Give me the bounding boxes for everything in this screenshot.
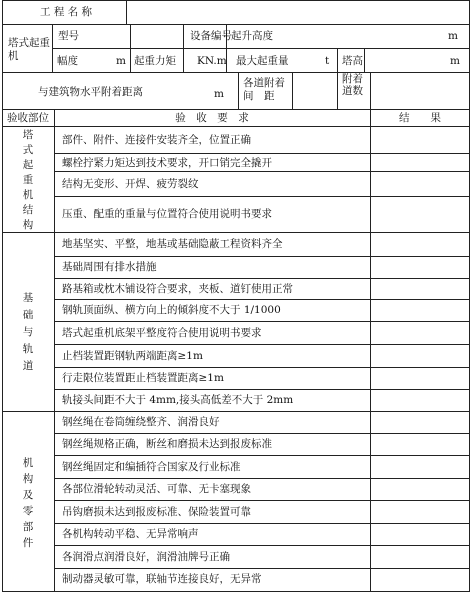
attach-count-label: 附着道数 — [342, 73, 363, 97]
lift-height-unit: m — [448, 30, 458, 42]
building-distance-unit: m — [214, 88, 224, 100]
list-item: 地基坚实、平整，地基或基础隐蔽工程资料齐全 — [62, 238, 283, 250]
section-name-foundation: 基础与轨道 — [22, 292, 34, 372]
model-label: 型号 — [58, 30, 79, 42]
section-name-mechanism: 机构及零部件 — [22, 457, 34, 549]
list-item: 各部位滑轮转动灵活、可靠、无卡塞现象 — [62, 483, 251, 495]
list-item: 各润滑点润滑良好，润滑油牌号正确 — [62, 551, 230, 563]
list-item: 基础周围有排水措施 — [62, 261, 157, 273]
amplitude-unit: m — [116, 55, 126, 67]
list-item: 压重、配重的重量与位置符合使用说明书要求 — [62, 208, 272, 220]
max-weight-label: 最大起重量 — [236, 55, 289, 67]
tower-height-label: 塔高 — [342, 55, 363, 67]
list-item: 各机构转动平稳、无异常响声 — [62, 528, 199, 540]
list-item: 塔式起重机底架平整度符合使用说明书要求 — [62, 327, 262, 339]
list-item: 钢丝绳规格正确，断丝和磨损未达到报废标准 — [62, 438, 272, 450]
list-item: 制动器灵敏可靠，联轴节连接良好，无异常 — [62, 573, 262, 585]
crane-label: 塔式起重机 — [8, 37, 50, 62]
list-item: 路基箱或枕木铺设符合要求，夹板、道钉使用正常 — [62, 283, 293, 295]
amplitude-label: 幅度 — [57, 55, 78, 67]
list-item: 止档装置距钢轨两端距离≥1m — [62, 350, 203, 362]
building-distance-label: 与建筑物水平附着距离 — [38, 86, 143, 98]
column-header-part: 验收部位 — [7, 112, 49, 124]
list-item: 钢轨顶面纵、横方向上的倾斜度不大于 1/1000 — [62, 304, 281, 316]
max-weight-unit: t — [325, 55, 330, 67]
column-header-result: 结 果 — [399, 112, 441, 124]
list-item: 吊钩磨损未达到报废标准、保险装置可靠 — [62, 506, 251, 518]
section-name-structure: 塔式起重机结构 — [22, 129, 34, 231]
project-name-label: 工 程 名 称 — [40, 6, 93, 18]
lift-moment-unit: KN.m — [197, 55, 227, 67]
list-item: 螺栓拧紧力矩达到技术要求，开口销完全撬开 — [62, 157, 272, 169]
attach-spacing-label: 各道附着间 距 — [243, 77, 285, 102]
list-item: 轨接头间距不大于 4mm,接头高低差不大于 2mm — [62, 394, 294, 406]
tower-height-unit: m — [450, 55, 460, 67]
list-item: 部件、附件、连接件安装齐全，位置正确 — [62, 134, 251, 146]
lift-moment-label: 起重力矩 — [134, 55, 176, 67]
list-item: 钢丝绳在卷筒缠绕整齐、润滑良好 — [62, 416, 220, 428]
list-item: 行走限位装置距止档装置距离≥1m — [62, 372, 224, 384]
list-item: 结构无变形、开焊、疲劳裂纹 — [62, 178, 199, 190]
lift-height-label: 起升高度 — [231, 30, 273, 42]
list-item: 钢丝绳固定和编插符合国家及行业标准 — [62, 461, 241, 473]
device-no-label: 设备编号 — [190, 30, 232, 42]
column-header-requirement: 验 收 要 求 — [175, 112, 249, 124]
